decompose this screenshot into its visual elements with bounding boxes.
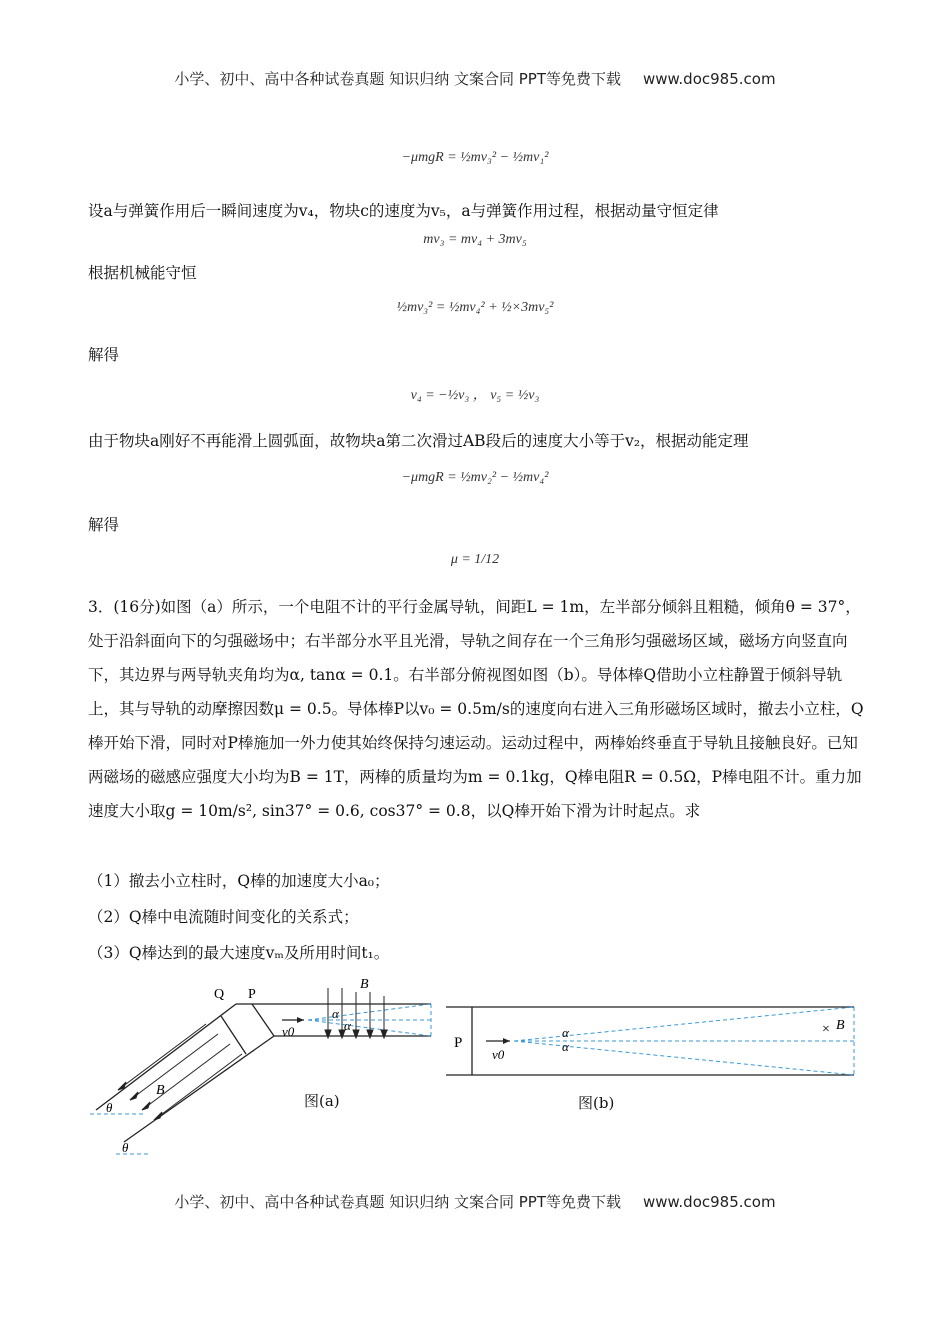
label-alpha-b1: α	[562, 1025, 569, 1040]
label-b-vertical: B	[360, 978, 369, 992]
solution-line-3: 解得	[88, 346, 120, 364]
caption-b: 图(b)	[578, 1094, 615, 1112]
problem-stem: 3．(16分)如图（a）所示，一个电阻不计的平行金属导轨，间距L = 1m，左半部分倾斜且粗糙，倾角θ = 37°，处于沿斜面向下的匀强磁场中；右半部分水平且光滑，导轨之间存在一个三角形匀强磁场区域，磁场方向竖直向下，其边界与两导轨夹角均为α, tanα = 0.1。右半部分俯视图如图（b）。导体棒Q借助小立柱静置于倾斜导轨上，其与导轨的动摩擦因数μ = 0.5。导体棒P以v₀ = 0.5m/s的速度向右进入三角形磁场区域时，撤去小立柱，Q棒开始下滑，同时对P棒施加一外力使其始终保持匀速运动。运动过程中，两棒始终垂直于导轨且接触良好。已知两磁场的磁感应强度大小均为B = 1T，两棒的质量均为m = 0.1kg，Q棒电阻R = 0.5Ω，P棒电阻不计。重力加速度大小取g = 10m/s², sin37° = 0.6, cos37° = 0.8，以Q棒开始下滑为计时起点。求	[88, 598, 864, 820]
question-1: （1）撤去小立柱时，Q棒的加速度大小a₀；	[88, 872, 390, 890]
label-theta-1: θ	[106, 1100, 113, 1115]
footer-site: www.doc985.com	[642, 1193, 776, 1211]
label-q: Q	[214, 987, 225, 1002]
label-alpha-b2: α	[562, 1039, 569, 1054]
incline-rail-lower	[124, 1036, 274, 1142]
figure-a	[86, 978, 446, 1163]
page-header	[0, 68, 950, 89]
rod-p	[252, 1004, 274, 1036]
question-2: （2）Q棒中电流随时间变化的关系式；	[88, 908, 359, 926]
solution-line-4: 由于物块a刚好不再能滑上圆弧面，故物块a第二次滑过AB段后的速度大小等于v₂，根据动能定理	[88, 432, 749, 450]
equation-2: mv₃ = mv₄ + 3mv₅	[423, 232, 527, 247]
incline-rail-upper	[96, 1004, 236, 1110]
header-site: www.doc985.com	[642, 70, 776, 88]
equation-1: −μmgR = ½mv₃² − ½mv₁²	[401, 150, 549, 165]
equation-3: ½mv₃² = ½mv₄² + ½×3mv₅²	[396, 300, 554, 315]
equation-6: μ = 1/12	[450, 552, 500, 567]
label-cross-b: ×	[822, 1022, 830, 1037]
header-text: 小学、初中、高中各种试卷真题 知识归纳 文案合同 PPT等免费下载	[174, 70, 621, 88]
equation-5: −μmgR = ½mv₂² − ½mv₄²	[401, 470, 549, 485]
label-alpha-2: α	[344, 1018, 351, 1033]
label-b-incline: B	[156, 1083, 165, 1098]
label-p: P	[248, 987, 256, 1002]
solution-line-1: 设a与弹簧作用后一瞬间速度为v₄，物块c的速度为v₅，a与弹簧作用过程，根据动量守恒定律	[88, 202, 719, 220]
label-theta-2: θ	[122, 1140, 129, 1155]
equation-4: v₄ = −½v₃ ， v₅ = ½v₃	[410, 388, 540, 403]
solution-line-5: 解得	[88, 516, 120, 534]
page-footer	[0, 1191, 950, 1212]
label-v0-b: v0	[492, 1047, 505, 1062]
figure-b	[446, 1003, 866, 1083]
label-b-b: B	[836, 1018, 845, 1033]
solution-line-2: 根据机械能守恒	[88, 264, 197, 282]
label-alpha-1: α	[332, 1006, 339, 1021]
velocity-arrowhead-a	[297, 1017, 304, 1023]
velocity-arrowhead-b	[503, 1038, 510, 1044]
footer-text: 小学、初中、高中各种试卷真题 知识归纳 文案合同 PPT等免费下载	[174, 1193, 621, 1211]
question-3: （3）Q棒达到的最大速度vₘ及所用时间t₁。	[88, 944, 390, 962]
caption-a: 图(a)	[304, 1092, 340, 1110]
label-v0-a: v0	[282, 1024, 295, 1039]
label-p-b: P	[454, 1035, 463, 1051]
